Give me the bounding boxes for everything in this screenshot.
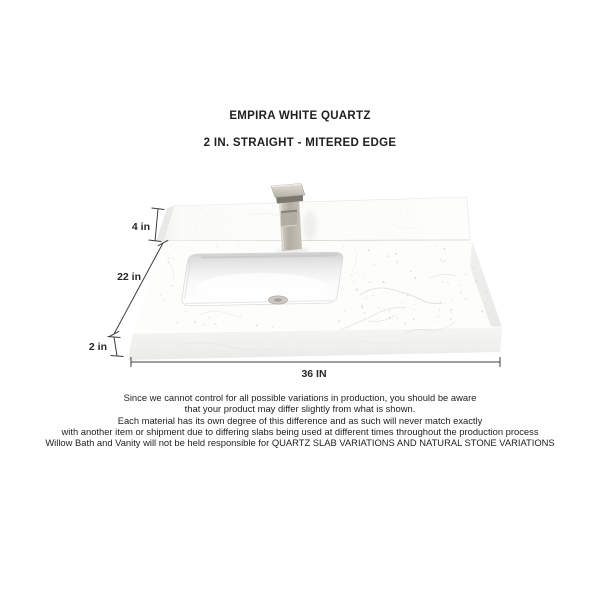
- speckle: [438, 296, 439, 297]
- speckle: [445, 260, 446, 261]
- speckle: [483, 339, 484, 340]
- speckle: [253, 354, 254, 355]
- speckle: [334, 235, 335, 236]
- speckle: [240, 350, 241, 351]
- vanity-top-illustration: [128, 184, 502, 361]
- speckle: [480, 338, 481, 339]
- speckle: [436, 245, 438, 247]
- speckle: [293, 336, 294, 337]
- speckle: [352, 345, 353, 346]
- speckle: [449, 339, 450, 340]
- speckle: [414, 304, 415, 305]
- speckle: [485, 291, 487, 293]
- speckle: [374, 264, 376, 266]
- speckle: [343, 246, 344, 247]
- speckle: [460, 292, 462, 294]
- speckle: [349, 235, 350, 236]
- speckle: [378, 307, 380, 309]
- speckle: [400, 302, 401, 303]
- speckle: [347, 350, 348, 351]
- speckle: [465, 298, 467, 300]
- speckle: [444, 302, 446, 304]
- speckle: [206, 233, 207, 234]
- speckle: [452, 299, 453, 300]
- speckle: [356, 289, 358, 291]
- speckle: [160, 294, 161, 295]
- speckle: [214, 323, 216, 325]
- speckle: [195, 226, 196, 227]
- speckle: [457, 229, 458, 230]
- speckle: [357, 296, 358, 297]
- speckle: [302, 352, 303, 353]
- speckle: [173, 257, 175, 259]
- speckle: [256, 324, 258, 326]
- speckle: [268, 338, 269, 339]
- speckle: [439, 309, 440, 310]
- speckle: [407, 294, 409, 296]
- speckle: [459, 285, 460, 286]
- speckle: [240, 315, 241, 316]
- speckle: [449, 279, 450, 280]
- speckle: [400, 213, 401, 214]
- speckle: [372, 295, 374, 297]
- speckle: [323, 227, 324, 228]
- speckle: [473, 267, 475, 269]
- speckle: [146, 348, 147, 349]
- speckle: [238, 341, 239, 342]
- speckle: [437, 207, 438, 208]
- speckle: [410, 270, 412, 272]
- speckle: [407, 213, 408, 214]
- speckle: [475, 272, 476, 273]
- speckle: [386, 255, 388, 257]
- faucet-spout-shadow: [281, 211, 297, 213]
- speckle: [202, 324, 204, 326]
- speckle: [392, 278, 393, 279]
- speckle: [262, 229, 263, 230]
- speckle: [258, 233, 259, 234]
- speckle: [438, 268, 439, 269]
- speckle: [301, 338, 302, 339]
- speckle: [418, 322, 419, 323]
- sink-floor-highlight: [196, 273, 328, 303]
- speckle: [394, 210, 395, 211]
- speckle: [392, 231, 393, 232]
- speckle: [175, 248, 176, 249]
- speckle: [231, 347, 232, 348]
- speckle: [432, 254, 433, 255]
- speckle: [195, 355, 196, 356]
- speckle: [414, 277, 416, 279]
- speckle: [141, 351, 142, 352]
- speckle: [357, 348, 358, 349]
- speckle: [338, 320, 340, 322]
- product-edge-style: 2 IN. STRAIGHT - MITERED EDGE: [203, 137, 397, 149]
- speckle: [465, 274, 467, 276]
- speckle: [361, 305, 363, 307]
- dimension-label-depth: 22 in: [117, 271, 141, 283]
- speckle: [368, 249, 370, 251]
- speckle: [340, 216, 341, 217]
- speckle: [340, 347, 341, 348]
- speckle: [224, 317, 225, 318]
- disclaimer-line: that your product may differ slightly from what is shown.: [184, 403, 416, 415]
- speckle: [216, 246, 217, 247]
- speckle: [448, 234, 449, 235]
- speckle: [272, 326, 274, 328]
- speckle: [173, 259, 174, 260]
- speckle: [382, 281, 384, 283]
- speckle: [453, 338, 454, 339]
- speckle: [459, 258, 460, 259]
- speckle: [261, 355, 262, 356]
- product-title: EMPIRA WHITE QUARTZ: [229, 110, 371, 122]
- speckle: [194, 321, 196, 323]
- speckle: [330, 311, 331, 312]
- speckle: [440, 259, 442, 261]
- speckle: [206, 214, 207, 215]
- speckle: [418, 298, 419, 299]
- speckle: [163, 300, 165, 302]
- speckle: [450, 312, 452, 314]
- dimension-thickness: [108, 337, 124, 357]
- speckle: [363, 312, 365, 314]
- speckle: [452, 345, 453, 346]
- speckle: [289, 229, 290, 230]
- speckle: [405, 210, 406, 211]
- speckle: [481, 311, 483, 313]
- dimension-label-thickness: 2 in: [88, 341, 107, 353]
- speckle: [229, 233, 230, 234]
- speckle: [438, 302, 439, 303]
- speckle: [420, 226, 421, 227]
- speckle: [168, 257, 170, 259]
- speckle: [363, 274, 364, 275]
- speckle: [414, 310, 415, 311]
- speckle: [357, 350, 358, 351]
- speckle: [284, 346, 285, 347]
- speckle: [447, 282, 449, 284]
- speckle: [288, 236, 289, 237]
- speckle: [369, 281, 370, 282]
- speckle: [318, 237, 319, 238]
- speckle: [336, 234, 337, 235]
- speckle: [355, 272, 356, 273]
- speckle: [283, 351, 284, 352]
- speckle: [395, 253, 397, 255]
- speckle: [369, 252, 370, 253]
- speckle: [241, 211, 242, 212]
- speckle: [377, 319, 378, 320]
- dimension-label-backsplash-height: 4 in: [131, 221, 150, 233]
- speckle: [396, 261, 398, 263]
- speckle: [420, 267, 421, 268]
- speckle: [455, 270, 456, 271]
- speckle: [404, 322, 406, 324]
- speckle: [450, 319, 452, 321]
- speckle: [354, 281, 355, 282]
- speckle: [335, 342, 336, 343]
- speckle: [350, 274, 352, 276]
- disclaimer-line: Since we cannot control for all possible variations in production, you should be aware: [123, 392, 477, 403]
- speckle: [344, 310, 346, 312]
- speckle: [279, 326, 280, 327]
- dimension-label-width: 36 IN: [301, 368, 327, 380]
- speckle: [183, 217, 184, 218]
- sink-drain-center: [274, 298, 282, 302]
- disclaimer-line: Willow Bath and Vanity will not be held responsible for QUARTZ SLAB VARIATIONS AND NATURAL STONE VARIATIONS: [45, 437, 555, 449]
- speckle: [213, 345, 214, 346]
- speckle: [365, 298, 366, 299]
- speckle: [441, 281, 443, 283]
- speckle: [168, 261, 170, 263]
- speckle: [208, 317, 210, 319]
- speckle: [413, 318, 415, 320]
- speckle: [291, 226, 292, 227]
- speckle: [185, 311, 186, 312]
- speckle: [182, 218, 183, 219]
- speckle: [403, 350, 404, 351]
- speckle: [216, 327, 217, 328]
- speckle: [260, 209, 261, 210]
- speckle: [442, 260, 444, 262]
- speckle: [300, 246, 302, 248]
- speckle: [159, 348, 160, 349]
- speckle: [430, 340, 431, 341]
- speckle: [456, 344, 457, 345]
- speckle: [396, 317, 398, 319]
- speckle: [256, 346, 257, 347]
- speckle: [450, 309, 452, 311]
- speckle: [437, 316, 439, 318]
- undermount-sink: [182, 252, 343, 306]
- speckle: [437, 293, 438, 294]
- speckle: [399, 321, 400, 322]
- speckle: [184, 247, 185, 248]
- speckle: [176, 322, 178, 324]
- speckle: [239, 245, 240, 246]
- speckle: [184, 212, 185, 213]
- speckle: [174, 339, 175, 340]
- disclaimer-line: Each material has its own degree of this difference and as such will never match exactly: [117, 414, 483, 426]
- speckle: [201, 342, 202, 343]
- speckle: [407, 232, 408, 233]
- speckle: [265, 338, 266, 339]
- speckle: [484, 316, 486, 318]
- speckle: [199, 220, 200, 221]
- speckle: [355, 350, 356, 351]
- backsplash: [163, 197, 470, 241]
- speckle: [348, 235, 349, 236]
- speckle: [392, 256, 393, 257]
- speckle: [284, 212, 285, 213]
- speckle: [311, 228, 312, 229]
- speckle: [485, 303, 486, 304]
- speckle: [229, 345, 230, 346]
- speckle: [230, 350, 231, 351]
- speckle: [217, 247, 218, 248]
- speckle: [440, 302, 441, 303]
- speckle: [444, 248, 446, 250]
- speckle: [324, 206, 325, 207]
- speckle: [389, 317, 391, 319]
- disclaimer-text: [0, 392, 600, 448]
- faucet-backsplash-shadow: [303, 211, 317, 241]
- speckle: [166, 336, 167, 337]
- speckle: [387, 293, 388, 294]
- speckle: [352, 281, 353, 282]
- speckle: [478, 348, 479, 349]
- speckle: [226, 219, 227, 220]
- disclaimer-line: with another item or shipment due to differing slabs being used at different times throughout the production process: [61, 425, 539, 437]
- speckle: [172, 285, 174, 287]
- speckle: [437, 320, 438, 321]
- speckle: [165, 315, 166, 316]
- speckle: [366, 227, 367, 228]
- speckle: [361, 307, 363, 309]
- speckle: [388, 310, 390, 312]
- speckle: [291, 340, 292, 341]
- speckle: [446, 270, 447, 271]
- speckle: [403, 302, 404, 303]
- speckle: [475, 280, 477, 282]
